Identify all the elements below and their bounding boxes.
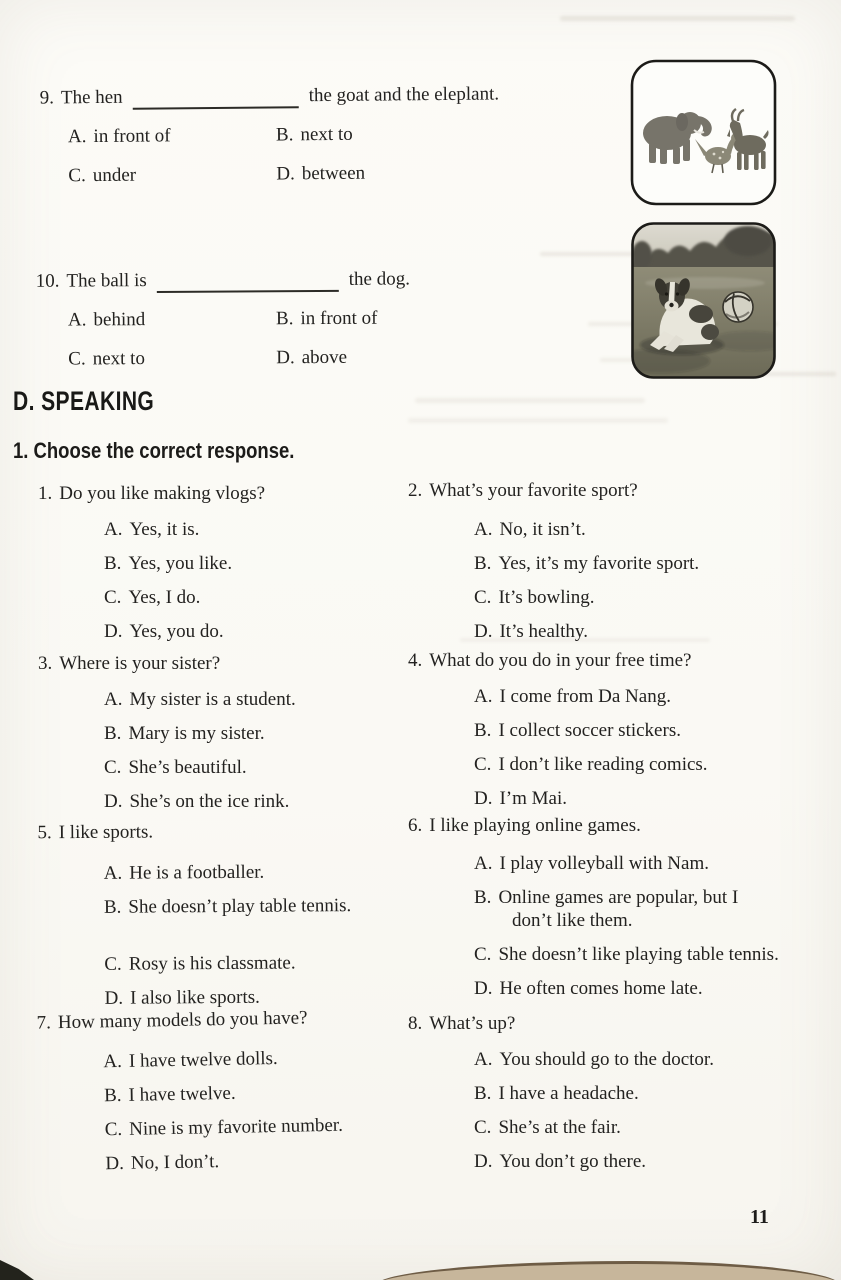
answer-option	[104, 621, 410, 642]
stem-text-before: The ball is	[66, 270, 147, 292]
option-label: C.	[474, 587, 492, 608]
option-label: D.	[104, 791, 123, 812]
option-text: I collect soccer stickers.	[498, 720, 681, 741]
answer-option	[474, 686, 838, 707]
dog-photo	[630, 221, 777, 385]
option-label: C.	[474, 1117, 492, 1138]
option-text: No, it isn’t.	[499, 519, 586, 540]
answer-option	[105, 1113, 411, 1140]
option-label: B.	[103, 1084, 122, 1107]
answer-option	[104, 587, 410, 608]
option-label: A.	[474, 686, 493, 707]
option-label: C.	[68, 348, 86, 370]
speaking-question-8	[408, 1012, 838, 1172]
question-stem	[36, 1004, 408, 1035]
answer-option	[105, 1147, 411, 1174]
option-label: B.	[275, 124, 294, 146]
question-number: 8.	[408, 1013, 423, 1034]
speaking-question-7	[36, 1004, 411, 1175]
stem-text-after: the goat and the eleplant.	[308, 83, 500, 107]
option-label: D.	[104, 987, 124, 1009]
question-number: 6.	[408, 815, 423, 836]
question-number: 10.	[35, 270, 60, 292]
option-text-line2: don’t like them.	[512, 910, 633, 931]
answer-option	[474, 720, 838, 741]
answer-option	[474, 788, 838, 809]
dog-with-ball-image	[630, 221, 777, 380]
option-text: Yes, it is.	[129, 519, 200, 540]
option-text: It’s bowling.	[498, 587, 595, 608]
question-stem	[408, 814, 838, 838]
option-label: C.	[68, 165, 86, 187]
option-label: D.	[474, 788, 493, 809]
answer-option	[68, 346, 276, 371]
option-label: D.	[474, 1151, 493, 1172]
option-text: behind	[93, 309, 146, 331]
stem-text: I like sports.	[58, 821, 154, 844]
option-text: above	[301, 346, 348, 369]
option-text: I come from Da Nang.	[499, 686, 671, 707]
stem-text: How many models do you have?	[57, 1007, 308, 1034]
option-text: You don’t go there.	[499, 1151, 647, 1172]
option-label: A.	[67, 126, 87, 148]
speaking-question-1	[38, 482, 410, 642]
answer-option	[474, 853, 838, 874]
answer-option	[474, 587, 838, 608]
question-stem	[408, 479, 838, 503]
option-text: He is a footballer.	[129, 861, 265, 884]
option-text: Yes, you do.	[129, 621, 224, 642]
option-text: She’s at the fair.	[498, 1117, 621, 1138]
option-text: Yes, I do.	[128, 587, 201, 608]
stem-text-after: the dog.	[348, 268, 410, 290]
option-label: A.	[104, 689, 123, 710]
option-label: D.	[104, 621, 123, 642]
question-stem	[408, 649, 838, 673]
option-label: B.	[474, 553, 492, 574]
option-text: No, I don’t.	[130, 1151, 220, 1174]
question-stem	[408, 1012, 838, 1036]
option-text: She’s beautiful.	[128, 757, 247, 778]
speaking-question-3	[38, 652, 410, 812]
answer-option	[474, 754, 838, 775]
option-text: You should go to the doctor.	[499, 1049, 714, 1070]
answer-option	[474, 553, 838, 574]
page-number: 11	[750, 1206, 769, 1228]
answer-option	[474, 1049, 838, 1070]
answer-option	[474, 1117, 838, 1138]
option-label: B.	[275, 308, 294, 330]
answer-option	[474, 519, 838, 540]
answer-option	[474, 944, 838, 965]
option-text: next to	[300, 123, 353, 146]
picture-question-9	[40, 81, 616, 188]
question-number: 4.	[408, 650, 423, 671]
answer-blank	[157, 274, 339, 293]
picture-question-10	[36, 266, 612, 372]
answer-option	[474, 887, 838, 908]
option-label: D.	[105, 1152, 125, 1175]
question-number: 1.	[38, 483, 53, 504]
answer-option	[474, 621, 838, 642]
answer-option	[104, 895, 410, 918]
option-label: D.	[474, 621, 493, 642]
question-number: 7.	[36, 1012, 52, 1034]
option-label: B.	[104, 723, 122, 744]
option-text: under	[92, 164, 137, 187]
option-text: I have twelve dolls.	[128, 1047, 278, 1072]
answer-option	[104, 519, 410, 540]
option-text: Online games are popular, but I	[498, 887, 739, 908]
answer-option	[474, 1151, 838, 1172]
option-text: She doesn’t play table tennis.	[128, 895, 352, 918]
option-label: A.	[103, 1050, 123, 1073]
speaking-question-2	[408, 479, 838, 642]
answer-option	[104, 791, 410, 812]
option-label: C.	[474, 754, 492, 775]
option-label: C.	[104, 1118, 123, 1141]
option-label: C.	[474, 944, 492, 965]
stem-text-before: The hen	[60, 86, 123, 109]
option-label: D.	[276, 163, 295, 185]
option-label: A.	[474, 1049, 493, 1070]
scan-corner-shadow	[0, 1260, 34, 1280]
option-text: I have a headache.	[498, 1083, 639, 1104]
question-stem	[36, 266, 611, 294]
answer-blank	[133, 90, 299, 109]
stem-text: Do you like making vlogs?	[59, 483, 266, 504]
option-label: B.	[474, 887, 492, 908]
answer-option	[104, 757, 410, 778]
question-stem	[38, 482, 410, 506]
question-stem	[37, 819, 409, 846]
option-text: Yes, it’s my favorite sport.	[498, 553, 700, 574]
answer-option	[276, 159, 615, 186]
stem-text: Where is your sister?	[59, 653, 221, 674]
option-text: She doesn’t like playing table tennis.	[498, 944, 779, 965]
option-label: A.	[474, 853, 493, 874]
answer-option	[104, 553, 410, 574]
bleed-through-artifact	[415, 398, 645, 403]
option-label: B.	[104, 553, 122, 574]
option-label: D.	[276, 347, 295, 369]
speaking-question-6	[408, 814, 838, 999]
option-text: next to	[92, 348, 145, 370]
answer-option	[276, 305, 611, 331]
question-number: 5.	[37, 822, 52, 844]
option-label: A.	[104, 519, 123, 540]
option-label: B.	[103, 896, 122, 918]
option-label: A.	[67, 309, 87, 331]
bleed-through-artifact	[408, 418, 668, 423]
speaking-question-4	[408, 649, 838, 809]
answer-option	[68, 307, 276, 332]
section-heading: D. SPEAKING	[13, 386, 155, 416]
answer-option	[474, 1083, 838, 1104]
answer-option	[276, 120, 615, 147]
option-label: A.	[103, 862, 123, 884]
answer-option	[68, 123, 276, 149]
option-text: between	[301, 162, 366, 185]
question-stem	[40, 81, 615, 110]
answer-option	[104, 952, 410, 975]
option-label: A.	[474, 519, 493, 540]
option-label: B.	[474, 720, 492, 741]
question-number: 3.	[38, 653, 53, 674]
option-text: She’s on the ice rink.	[129, 791, 290, 812]
option-text: Rosy is his classmate.	[128, 952, 296, 975]
option-text: in front of	[300, 307, 378, 330]
page-curl-shadow	[375, 1261, 841, 1280]
option-text: It’s healthy.	[499, 621, 588, 642]
elephant-hen-goat-image	[630, 59, 777, 206]
option-text: He often comes home late.	[499, 978, 703, 999]
option-text: Mary is my sister.	[128, 723, 265, 744]
question-number: 9.	[39, 87, 55, 109]
option-text: My sister is a student.	[129, 689, 296, 710]
answer-option	[104, 689, 410, 710]
option-label: C.	[104, 953, 122, 975]
bleed-through-artifact	[560, 16, 795, 21]
option-text: I’m Mai.	[499, 788, 568, 809]
option-label: B.	[474, 1083, 492, 1104]
option-text: I have twelve.	[128, 1082, 236, 1106]
stem-text: What do you do in your free time?	[429, 650, 692, 671]
option-text: Nine is my favorite number.	[128, 1114, 344, 1140]
option-label: D.	[474, 978, 493, 999]
option-text: I also like sports.	[129, 986, 260, 1009]
stem-text: What’s your favorite sport?	[429, 480, 638, 501]
answer-option	[276, 344, 611, 370]
stem-text: What’s up?	[429, 1013, 516, 1034]
answer-option	[104, 1079, 410, 1106]
answer-option	[104, 861, 410, 884]
answer-option	[103, 1045, 409, 1072]
question-number: 2.	[408, 480, 423, 501]
question-stem	[38, 652, 410, 676]
exercise-instruction: 1. Choose the correct response.	[13, 438, 295, 463]
option-text: Yes, you like.	[128, 553, 233, 574]
answer-option	[68, 162, 276, 188]
option-text: I play volleyball with Nam.	[499, 853, 709, 874]
answer-option	[474, 978, 838, 999]
animals-photo	[630, 59, 777, 211]
answer-option	[104, 723, 410, 744]
speaking-question-5	[37, 819, 410, 1010]
option-label: C.	[104, 757, 122, 778]
stem-text: I like playing online games.	[429, 815, 641, 836]
option-text: I don’t like reading comics.	[498, 754, 708, 775]
option-label: C.	[104, 587, 122, 608]
option-text: in front of	[93, 125, 171, 148]
